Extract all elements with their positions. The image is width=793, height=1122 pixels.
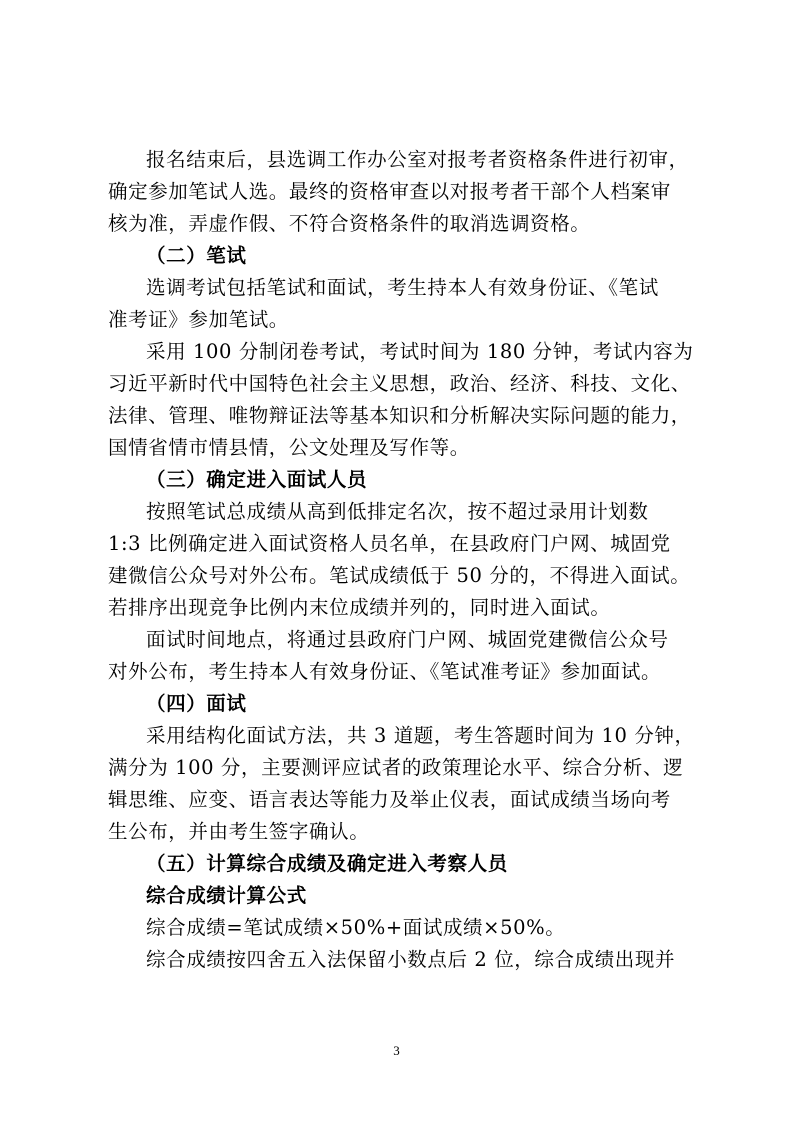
text-line: 确定参加笔试人选。最终的资格审查以对报考者干部个人档案审: [108, 180, 671, 203]
text-line: 辑思维、应变、语言表达等能力及举止仪表，面试成绩当场向考: [108, 788, 671, 811]
subsection-heading: 综合成绩计算公式: [146, 884, 307, 907]
section-heading: （五）计算综合成绩及确定进入考察人员: [146, 852, 508, 875]
section-heading: （二）笔试: [146, 244, 247, 267]
text-line: 生公布，并由考生签字确认。: [108, 820, 370, 843]
text-line: 习近平新时代中国特色社会主义思想，政治、经济、科技、文化、: [108, 372, 691, 395]
text-line: 建微信公众号对外公布。笔试成绩低于 50 分的，不得进入面试。: [108, 564, 691, 587]
text-line: 准考证》参加笔试。: [108, 308, 289, 331]
section-heading: （三）确定进入面试人员: [146, 468, 368, 491]
page-number: 3: [393, 1043, 400, 1058]
text-line: 若排序出现竞争比例内末位成绩并列的，同时进入面试。: [108, 596, 611, 619]
formula-line: 综合成绩=笔试成绩×50%+面试成绩×50%。: [146, 916, 566, 939]
text-line: 报名结束后，县选调工作办公室对报考者资格条件进行初审，: [146, 148, 689, 171]
text-line: 综合成绩按四舍五入法保留小数点后 2 位，综合成绩出现并: [146, 948, 676, 971]
text-line: 选调考试包括笔试和面试，考生持本人有效身份证、《笔试: [146, 276, 659, 299]
text-line: 面试时间地点，将通过县政府门户网、城固党建微信公众号: [146, 628, 669, 651]
text-line: 核为准，弄虚作假、不符合资格条件的取消选调资格。: [108, 212, 591, 235]
text-line: 法律、管理、唯物辩证法等基本知识和分析解决实际问题的能力，: [108, 404, 691, 427]
text-line: 按照笔试总成绩从高到低排定名次，按不超过录用计划数: [146, 500, 649, 523]
text-line: 采用结构化面试方法，共 3 道题，考生答题时间为 10 分钟，: [146, 724, 695, 747]
text-line: 对外公布，考生持本人有效身份证、《笔试准考证》参加面试。: [108, 660, 662, 683]
text-line: 满分为 100 分，主要测评应试者的政策理论水平、综合分析、逻: [108, 756, 684, 779]
text-line: 国情省情市情县情，公文处理及写作等。: [108, 436, 470, 459]
text-line: 采用 100 分制闭卷考试，考试时间为 180 分钟，考试内容为: [146, 340, 694, 363]
text-line: 1:3 比例确定进入面试资格人员名单，在县政府门户网、城固党: [108, 532, 671, 555]
section-heading: （四）面试: [146, 692, 247, 715]
